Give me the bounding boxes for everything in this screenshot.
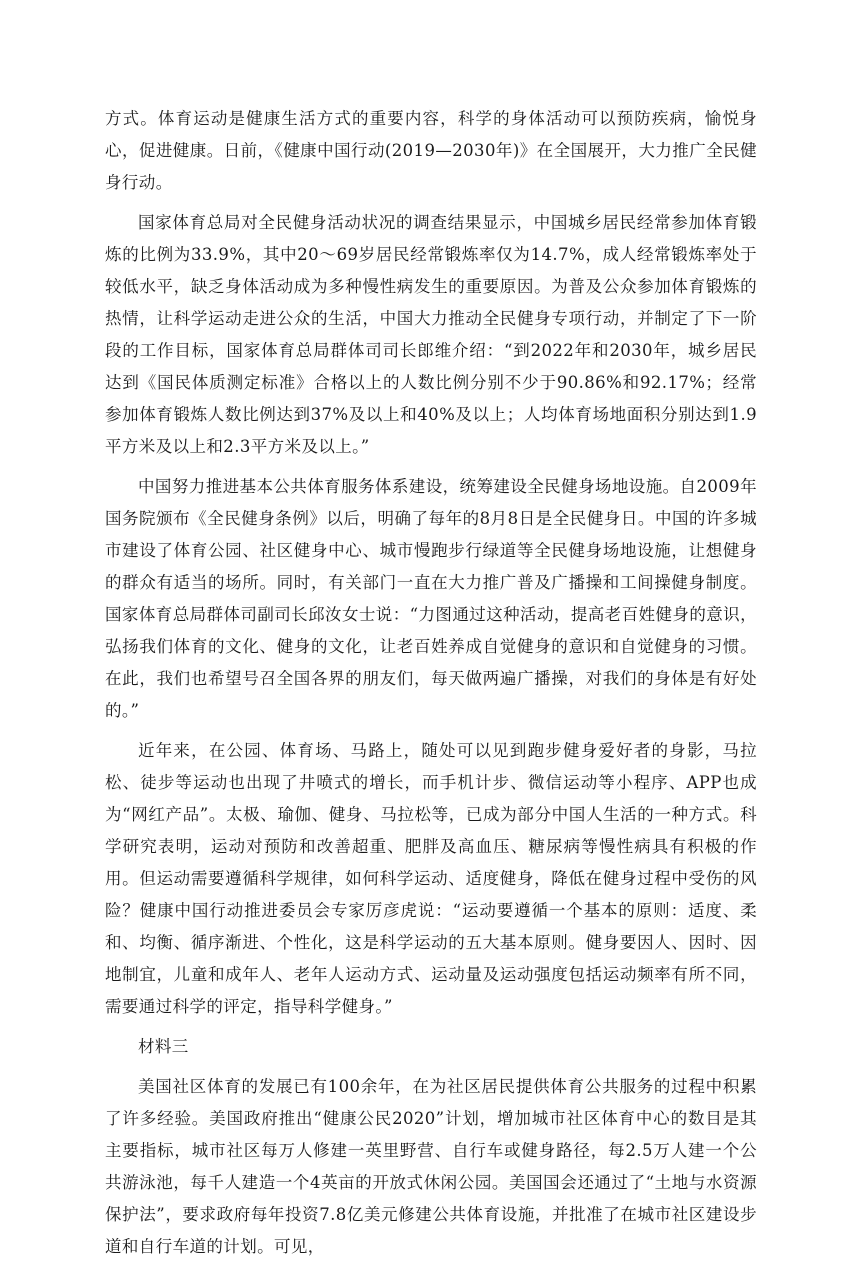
paragraph-continued: 方式。体育运动是健康生活方式的重要内容，科学的身体活动可以预防疾病，愉悦身心，促进健康。日前，《健康中国行动(2019—2030年)》在全国展开，大力推广全民健身行动。 <box>105 109 757 192</box>
paragraph-survey-results: 国家体育总局对全民健身活动状况的调查结果显示，中国城乡居民经常参加体育锻炼的比例为33.9%，其中20～69岁居民经常锻炼率仅为14.7%，成人经常锻炼率处于较低水平，缺乏身体活动成为多种慢性病发生的重要原因。为普及公众参加体育锻炼的热情，让科学运动走进公众的生活，中国大力推动全民健身专项行动，并制定了下一阶段的工作目标，国家体育总局群体司司长郎维介绍：“到2022年和2030年，城乡居民达到《国民体质测定标准》合格以上的人数比例分别不少于90.86%和92.17%；经常参加体育锻炼人数比例达到37%及以上和40%及以上；人均体育场地面积分别达到1.9平方米及以上和2.3平方米及以上。” <box>105 213 757 456</box>
paragraph-scientific-exercise: 近年来，在公园、体育场、马路上，随处可以见到跑步健身爱好者的身影，马拉松、徒步等运动也出现了井喷式的增长，而手机计步、微信运动等小程序、APP也成为“网红产品”。太极、瑜伽、健身、马拉松等，已成为部分中国人生活的一种方式。科学研究表明，运动对预防和改善超重、肥胖及高血压、糖尿病等慢性病具有积极的作用。但运动需要遵循科学规律，如何科学运动、适度健身，降低在健身过程中受伤的风险？健康中国行动推进委员会专家厉彦虎说：“运动要遵循一个基本的原则：适度、柔和、均衡、循序渐进、个性化，这是科学运动的五大基本原则。健身要因人、因时、因地制宜，儿童和成年人、老年人运动方式、运动量及运动强度包括运动频率有所不同，需要通过科学的评定，指导科学健身。” <box>105 741 757 1016</box>
paragraph-us-community-sports: 美国社区体育的发展已有100余年，在为社区居民提供体育公共服务的过程中积累了许多经验。美国政府推出“健康公民2020”计划，增加城市社区体育中心的数目是其主要指标，城市社区每万人修建一英里野营、自行车或健身路径，每2.5万人建一个公共游泳池，每千人建造一个4英亩的开放式休闲公园。美国国会还通过了“土地与水资源保护法”，要求政府每年投资7.8亿美元修建公共体育设施，并批准了在城市社区建设步道和自行车道的计划。可见， <box>105 1077 757 1256</box>
section-heading-material-three: 材料三 <box>138 1037 189 1056</box>
paragraph-public-service: 中国努力推进基本公共体育服务体系建设，统筹建设全民健身场地设施。自2009年国务院颁布《全民健身条例》以后，明确了每年的8月8日是全民健身日。中国的许多城市建设了体育公园、社区健身中心、城市慢跑步行绿道等全民健身场地设施，让想健身的群众有适当的场所。同时，有关部门一直在大力推广普及广播操和工间操健身制度。国家体育总局群体司副司长邱汝女士说：“力图通过这种活动，提高老百姓健身的意识，弘扬我们体育的文化、健身的文化，让老百姓养成自觉健身的意识和自觉健身的习惯。在此，我们也希望号召全国各界的朋友们，每天做两遍广播操，对我们的身体是有好处的。” <box>105 477 757 720</box>
